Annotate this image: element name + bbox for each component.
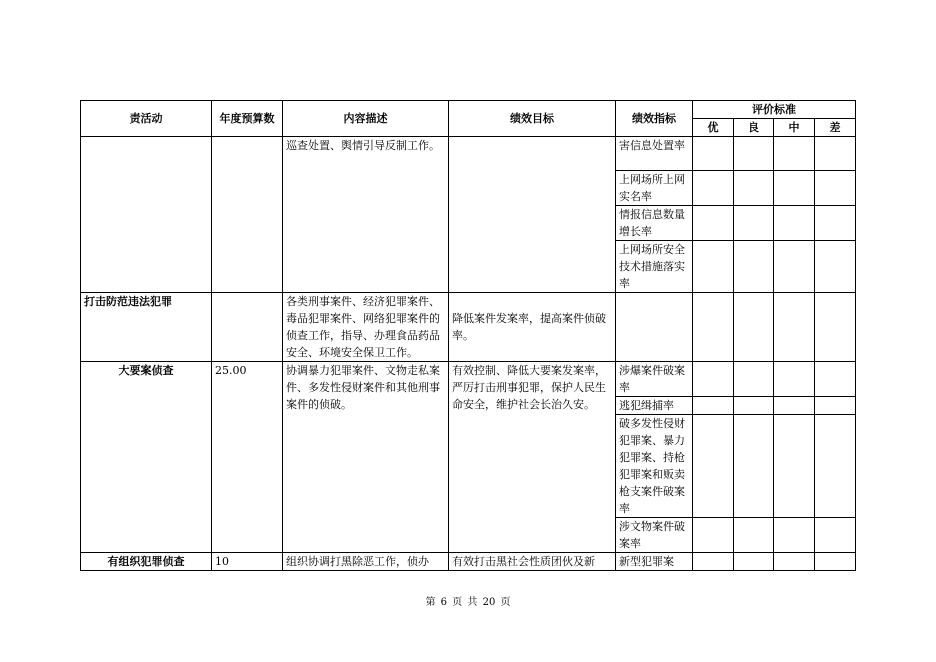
indicator-cell: 涉文物案件破案率 — [616, 518, 693, 553]
score-excellent-cell — [693, 397, 734, 415]
indicator-cell: 上网场所上网实名率 — [616, 171, 693, 206]
score-poor-cell — [815, 241, 856, 293]
activity-cell: 打击防范违法犯罪 — [81, 293, 212, 362]
budget-cell: 25.00 — [212, 362, 283, 553]
content-cell: 协调暴力犯罪案件、文物走私案件、多发性侵财案件和其他刑事案件的侦破。 — [283, 362, 449, 553]
score-poor-cell — [815, 206, 856, 241]
score-excellent-cell — [693, 241, 734, 293]
score-medium-cell — [774, 362, 815, 397]
score-excellent-cell — [693, 293, 734, 362]
score-medium-cell — [774, 137, 815, 171]
score-poor-cell — [815, 553, 856, 571]
header-indicator: 绩效指标 — [616, 101, 693, 137]
score-good-cell — [734, 397, 774, 415]
score-poor-cell — [815, 362, 856, 397]
indicator-cell — [616, 293, 693, 362]
score-poor-cell — [815, 293, 856, 362]
goal-cell: 有效控制、降低大要案发案率，严厉打击刑事犯罪，保护人民生命安全，维护社会长治久安。 — [449, 362, 616, 553]
indicator-cell: 情报信息数量增长率 — [616, 206, 693, 241]
score-good-cell — [734, 206, 774, 241]
score-excellent-cell — [693, 362, 734, 397]
goal-cell — [449, 137, 616, 293]
goal-cell: 有效打击黑社会性质团伙及新 — [449, 553, 616, 571]
score-excellent-cell — [693, 415, 734, 518]
table-row — [81, 137, 856, 171]
score-good-cell — [734, 293, 774, 362]
budget-cell: 10 — [212, 553, 283, 571]
score-good-cell — [734, 362, 774, 397]
score-medium-cell — [774, 241, 815, 293]
indicator-cell: 新型犯罪案 — [616, 553, 693, 571]
header-content: 内容描述 — [283, 101, 449, 137]
indicator-cell: 上网场所安全技术措施落实率 — [616, 241, 693, 293]
header-budget: 年度预算数 — [212, 101, 283, 137]
score-medium-cell — [774, 293, 815, 362]
score-medium-cell — [774, 171, 815, 206]
content-cell: 各类刑事案件、经济犯罪案件、毒品犯罪案件、网络犯罪案件的侦查工作，指导、办理食品药品安全、环境安全保卫工作。 — [283, 293, 449, 362]
score-medium-cell — [774, 206, 815, 241]
budget-cell — [212, 293, 283, 362]
header-eval-medium: 中 — [774, 119, 815, 137]
table-row — [81, 293, 856, 362]
score-poor-cell — [815, 137, 856, 171]
score-medium-cell — [774, 415, 815, 518]
activity-cell: 大要案侦查 — [81, 362, 212, 553]
header-eval-excellent: 优 — [693, 119, 734, 137]
header-eval-poor: 差 — [815, 119, 856, 137]
content-cell: 巡查处置、舆情引导反制工作。 — [283, 137, 449, 293]
score-good-cell — [734, 171, 774, 206]
goal-cell: 降低案件发案率，提高案件侦破率。 — [449, 293, 616, 362]
indicator-cell: 害信息处置率 — [616, 137, 693, 171]
header-eval-good: 良 — [734, 119, 774, 137]
header-eval-standard: 评价标准 — [693, 101, 856, 119]
score-good-cell — [734, 241, 774, 293]
header-row — [81, 101, 856, 119]
budget-cell — [212, 137, 283, 293]
page-footer: 第 6 页 共 20 页 — [425, 597, 511, 608]
score-poor-cell — [815, 415, 856, 518]
table-row — [81, 362, 856, 397]
score-good-cell — [734, 553, 774, 571]
score-poor-cell — [815, 171, 856, 206]
score-poor-cell — [815, 518, 856, 553]
performance-table — [80, 100, 856, 571]
indicator-cell: 逃犯缉捕率 — [616, 397, 693, 415]
header-activity: 责活动 — [81, 101, 212, 137]
score-poor-cell — [815, 397, 856, 415]
score-good-cell — [734, 137, 774, 171]
score-good-cell — [734, 518, 774, 553]
score-medium-cell — [774, 518, 815, 553]
activity-cell: 有组织犯罪侦查 — [81, 553, 212, 571]
score-excellent-cell — [693, 137, 734, 171]
content-cell: 组织协调打黑除恶工作，侦办 — [283, 553, 449, 571]
header-goal: 绩效目标 — [449, 101, 616, 137]
score-excellent-cell — [693, 518, 734, 553]
score-medium-cell — [774, 553, 815, 571]
indicator-cell: 涉爆案件破案率 — [616, 362, 693, 397]
score-excellent-cell — [693, 206, 734, 241]
score-good-cell — [734, 415, 774, 518]
score-excellent-cell — [693, 171, 734, 206]
score-excellent-cell — [693, 553, 734, 571]
table-row — [81, 553, 856, 571]
score-medium-cell — [774, 397, 815, 415]
activity-cell — [81, 137, 212, 293]
indicator-cell: 破多发性侵财犯罪案、暴力犯罪案、持枪犯罪案和贩卖枪支案件破案率 — [616, 415, 693, 518]
